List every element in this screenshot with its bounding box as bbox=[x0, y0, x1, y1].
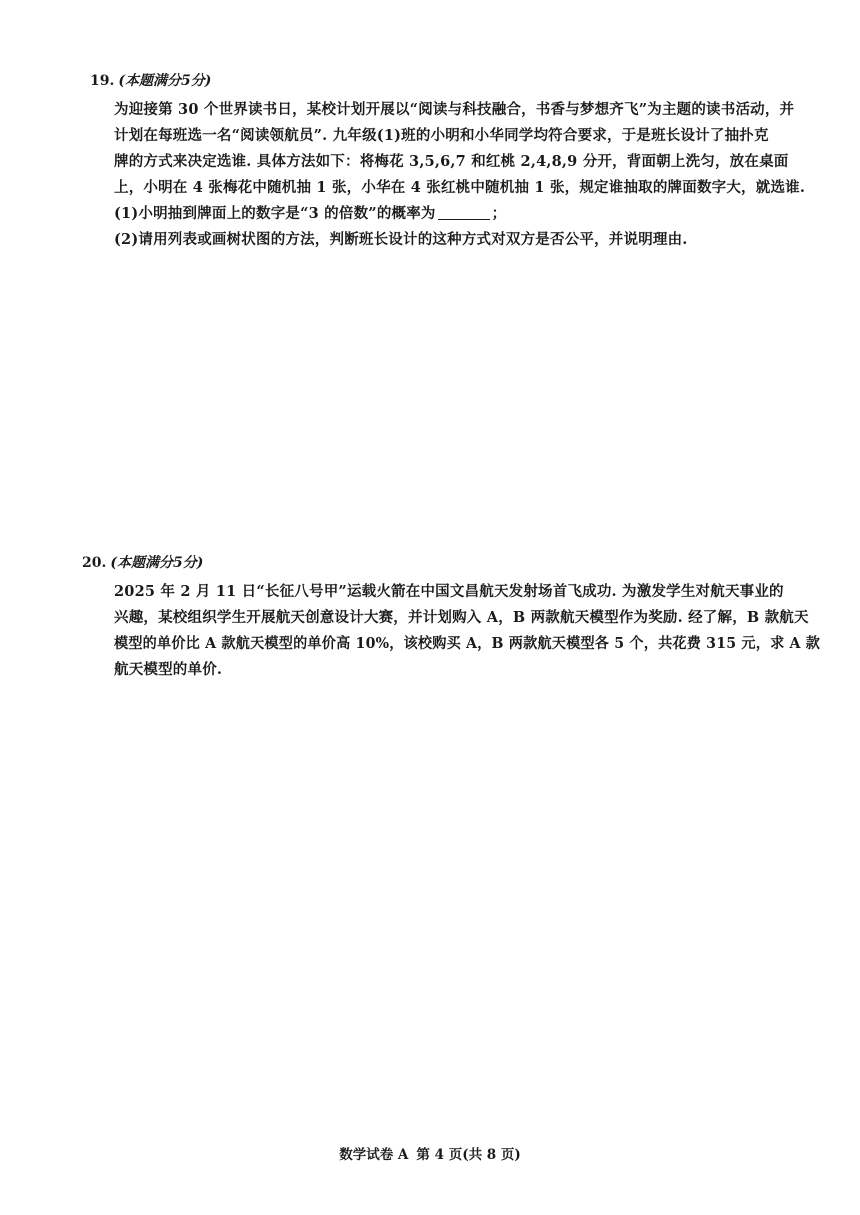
question-19-line: 计划在每班选一名“阅读领航员”. 九年级(1)班的小明和小华同学均符合要求，于是班长设计了抽扑克 bbox=[114, 127, 769, 144]
footer-subject: 数学试卷 A bbox=[339, 1147, 409, 1163]
question-19-line: 为迎接第 30 个世界读书日，某校计划开展以“阅读与科技融合，书香与梦想齐飞”为主题的读书活动，并 bbox=[114, 101, 795, 118]
score-note: (本题满分5分) bbox=[110, 555, 204, 571]
subquestion-1-text: (1)小明抽到牌面上的数字是“3 的倍数”的概率为 bbox=[114, 205, 436, 222]
question-number: 19. bbox=[90, 73, 115, 89]
question-20-line: 航天模型的单价. bbox=[114, 661, 223, 678]
question-20-header bbox=[82, 552, 203, 572]
footer-page-number: 第 4 页(共 8 页) bbox=[416, 1147, 521, 1163]
page-footer bbox=[0, 1143, 860, 1163]
subquestion-1-end: ； bbox=[491, 205, 507, 222]
question-19-subquestion-2: (2)请用列表或画树状图的方法，判断班长设计的这种方式对双方是否公平，并说明理由. bbox=[114, 231, 688, 248]
question-19-line: 上，小明在 4 张梅花中随机抽 1 张，小华在 4 张红桃中随机抽 1 张，规定谁抽取的牌面数字大，就选谁. bbox=[114, 179, 806, 196]
question-19-subquestion-1 bbox=[114, 202, 506, 223]
question-number: 20. bbox=[82, 555, 107, 571]
answer-blank[interactable] bbox=[438, 205, 490, 220]
question-19-header bbox=[90, 70, 211, 90]
question-19-line: 牌的方式来决定选谁. 具体方法如下：将梅花 3,5,6,7 和红桃 2,4,8,9 分开，背面朝上洗匀，放在桌面 bbox=[114, 153, 789, 170]
score-note: (本题满分5分) bbox=[118, 73, 212, 89]
question-20-line: 2025 年 2 月 11 日“长征八号甲”运载火箭在中国文昌航天发射场首飞成功. 为激发学生对航天事业的 bbox=[114, 583, 784, 600]
question-20-line: 兴趣，某校组织学生开展航天创意设计大赛，并计划购入 A，B 两款航天模型作为奖励. 经了解，B 款航天 bbox=[114, 609, 809, 626]
question-20-line: 模型的单价比 A 款航天模型的单价高 10%，该校购买 A，B 两款航天模型各 5 个，共花费 315 元，求 A 款 bbox=[114, 635, 821, 652]
